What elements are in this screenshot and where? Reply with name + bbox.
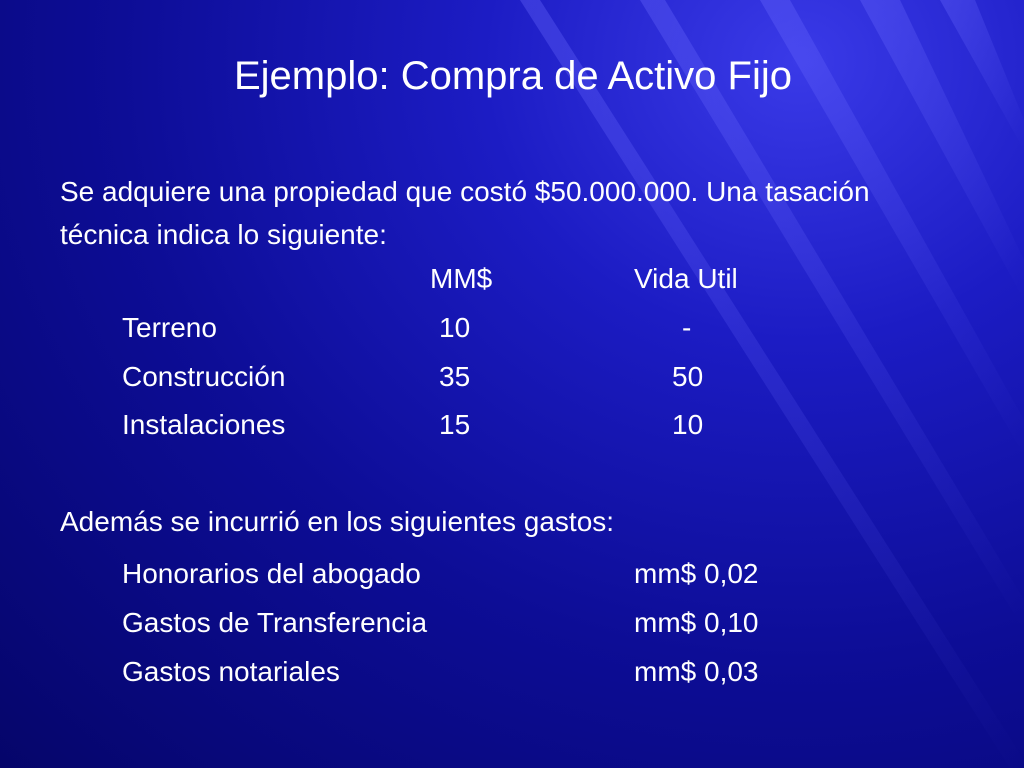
intro-paragraph: Se adquiere una propiedad que costó $50.000.000. Una tasación técnica indica lo siguiente: (60, 176, 870, 250)
expense-amount-transferencia: mm$ 0,10 (634, 607, 759, 638)
row-life-terreno: - (682, 312, 692, 343)
header-amount: MM$ (430, 263, 493, 294)
row-life-instalaciones: 10 (672, 409, 704, 440)
expense-item-notariales: Gastos notariales (122, 656, 340, 687)
row-item-construccion: Construcción (122, 361, 286, 392)
row-amount-terreno: 10 (439, 312, 471, 343)
row-amount-construccion: 35 (439, 361, 471, 392)
row-amount-instalaciones: 15 (439, 409, 471, 440)
expenses-intro: Además se incurrió en los siguientes gastos: (60, 506, 615, 537)
row-life-construccion: 50 (672, 361, 704, 392)
row-item-terreno: Terreno (122, 312, 217, 343)
expense-item-transferencia: Gastos de Transferencia (122, 607, 428, 638)
expense-item-honorarios: Honorarios del abogado (122, 558, 421, 589)
expense-amount-honorarios: mm$ 0,02 (634, 558, 759, 589)
header-life: Vida Util (634, 263, 738, 294)
slide-title: Ejemplo: Compra de Activo Fijo (233, 54, 792, 98)
row-item-instalaciones: Instalaciones (122, 409, 286, 440)
expense-amount-notariales: mm$ 0,03 (634, 656, 759, 687)
